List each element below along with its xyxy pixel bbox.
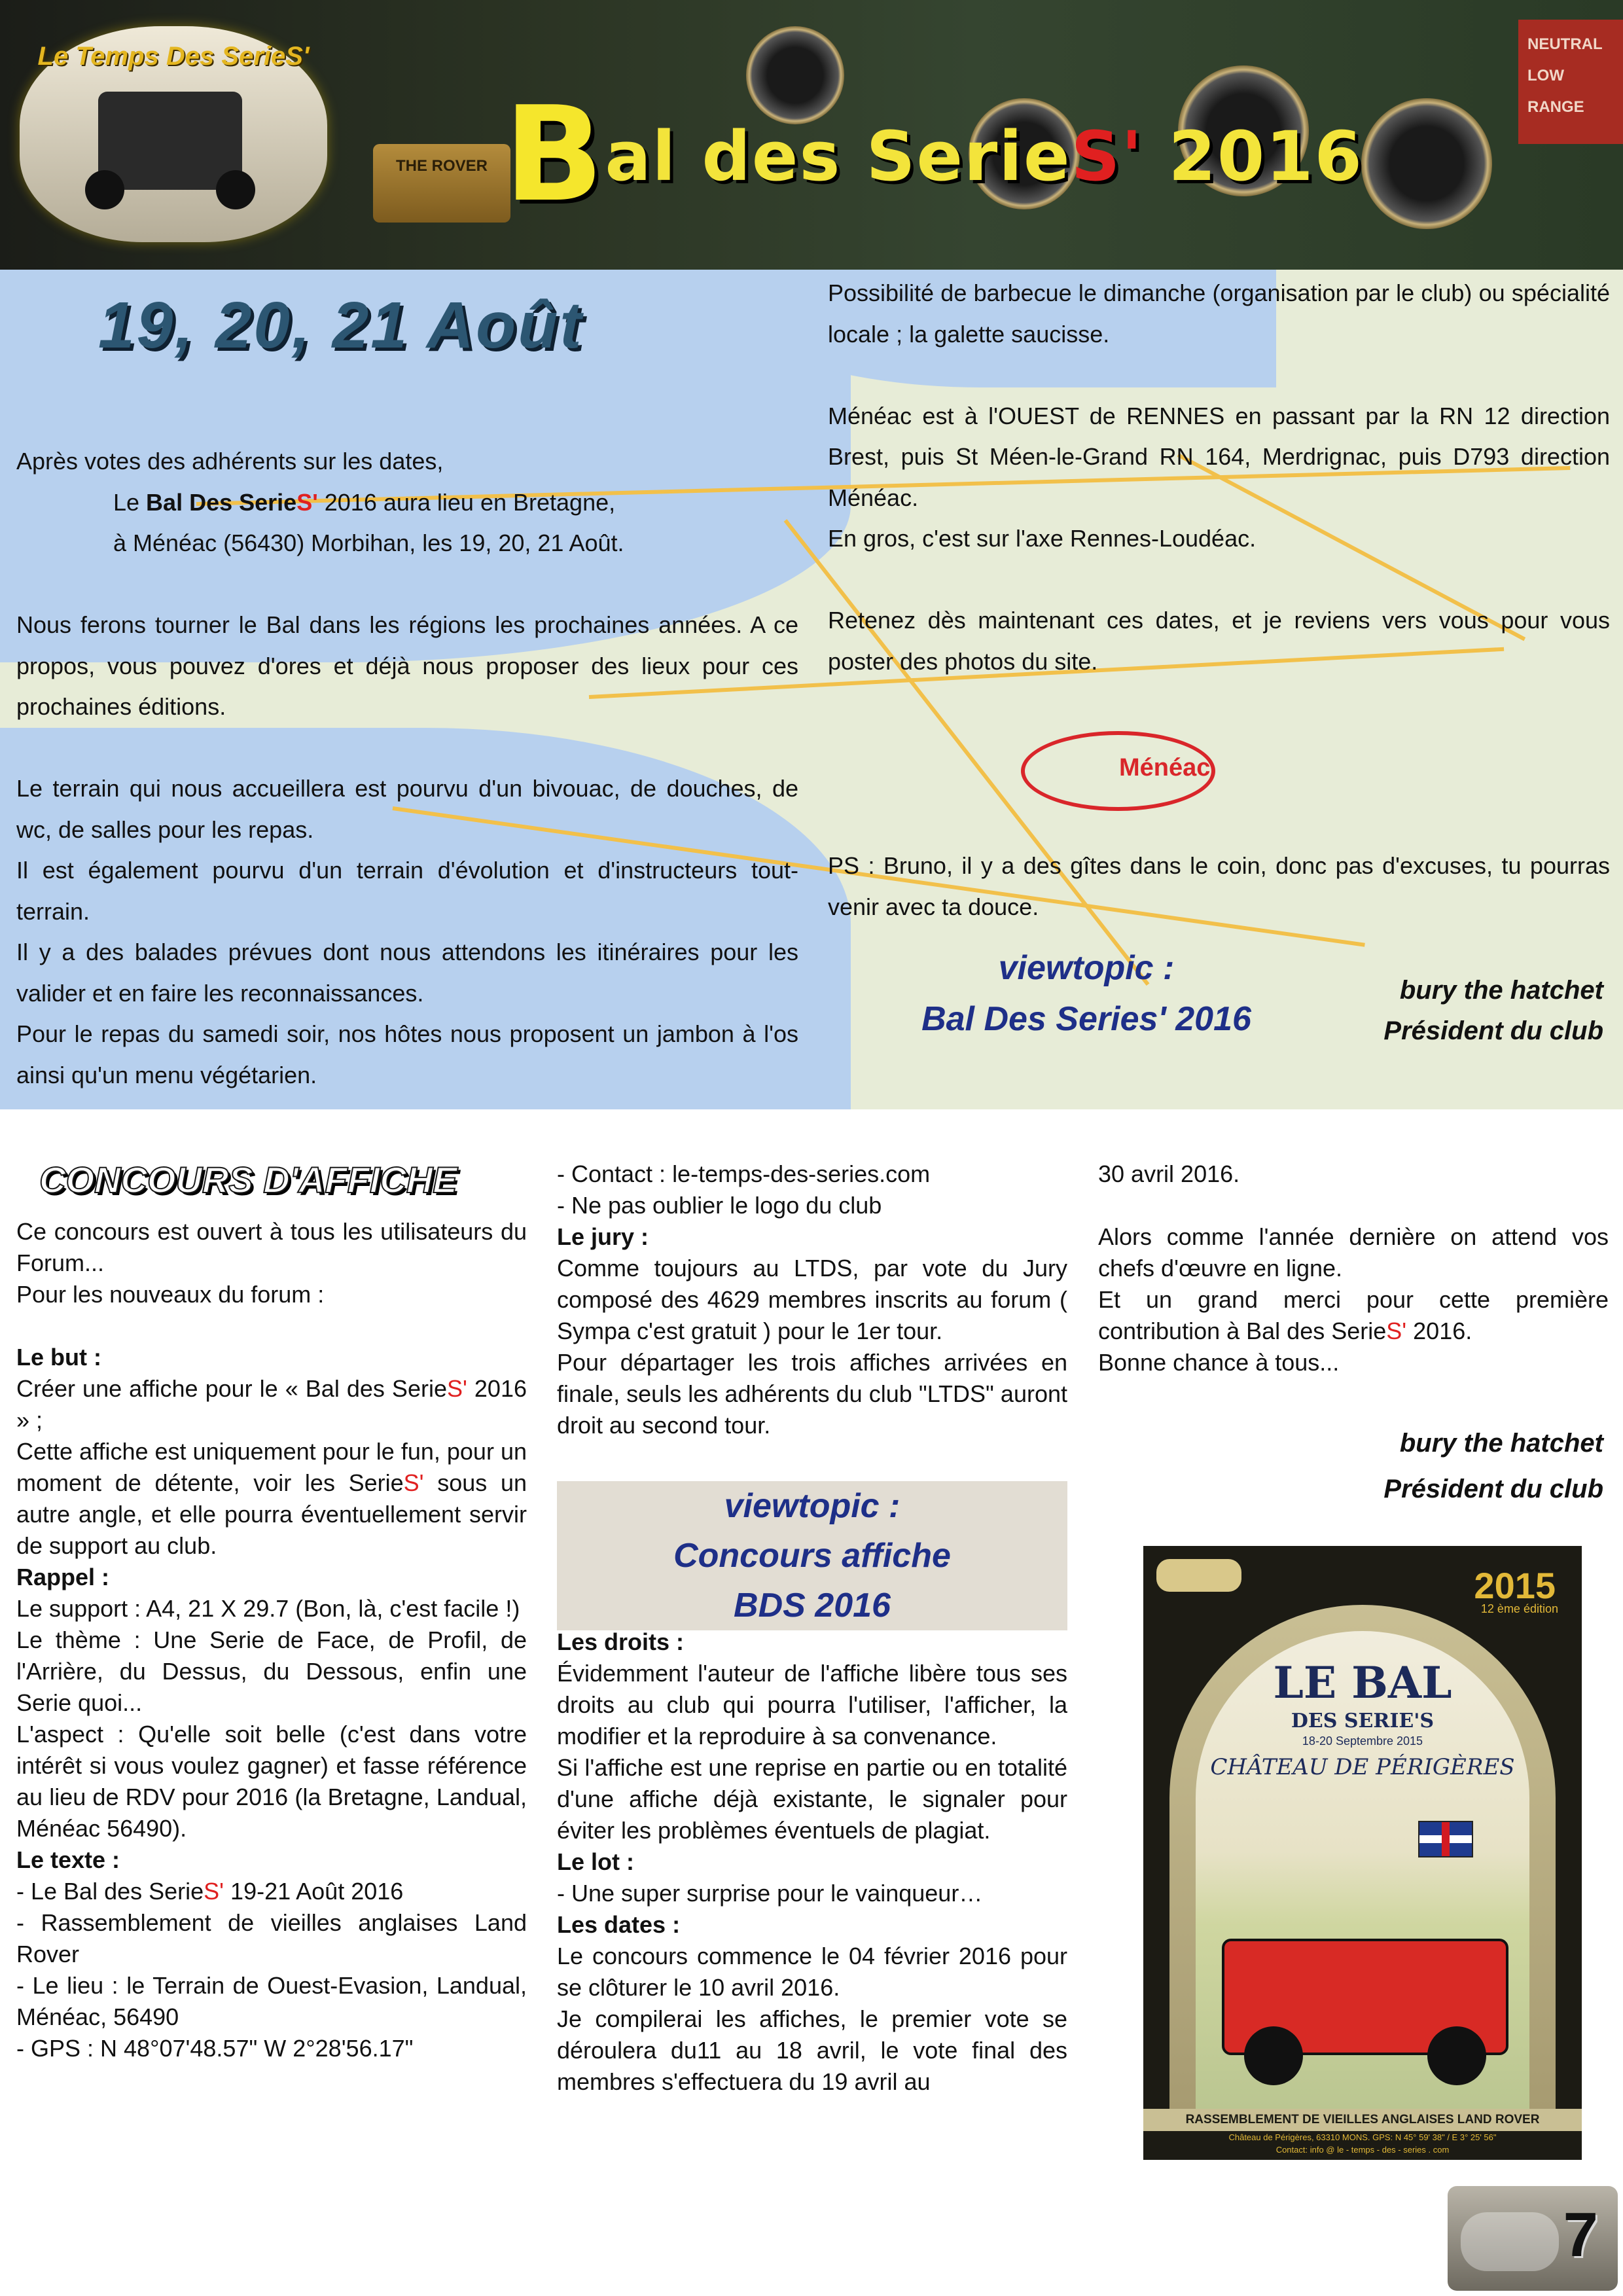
contact-line: - Contact : le-temps-des-series.com	[557, 1160, 931, 1187]
poster-2015-image	[1143, 1546, 1582, 2160]
poster-subtitle: DES SERIE'S	[1291, 1710, 1435, 1732]
map-right-text	[828, 273, 1610, 927]
poster-place: CHÂTEAU DE PÉRIGÈRES	[1210, 1754, 1515, 1780]
paragraph: Ménéac est à l'OUEST de RENNES en passant par la RN 12 direction Brest, puis St Méen-le-Grand RN 164, Merdrignac, puis D793 direction Ménéac.	[828, 402, 1610, 511]
gearbox-plate: NEUTRAL LOW RANGE	[1518, 20, 1623, 144]
meneac-map-label: Ménéac	[1119, 754, 1211, 781]
header-banner	[0, 0, 1623, 270]
poster-dates: 18-20 Septembre 2015	[1302, 1734, 1423, 1748]
rover-plate: THE ROVER	[373, 144, 510, 223]
viewtopic-concours-link[interactable]: viewtopic : Concours affiche BDS 2016	[557, 1481, 1067, 1630]
logo-text: Le Temps Des SerieS'	[37, 42, 310, 71]
poster-address: Château de Périgères, 63310 MONS. GPS: N 45° 59' 38" / E 3° 25' 56"	[1228, 2132, 1497, 2142]
union-jack-flag-icon	[1418, 1821, 1473, 1857]
intro-line: à Ménéac (56430) Morbihan, les 19, 20, 21 Août.	[113, 529, 624, 556]
paragraph: Retenez dès maintenant ces dates, et je reviens vers vous pour vous poster des photos du site.	[828, 607, 1610, 675]
signature: bury the hatchet Président du club	[1383, 1429, 1603, 1503]
club-logo	[20, 26, 327, 242]
concours-column-3: 30 avril 2016. Alors comme l'année dernière on attend vos chefs d'œuvre en ligne. Et un grand merci pour cette première contribution à Bal des SerieS' 2016. Bonne chance à tous...	[1098, 1160, 1609, 1376]
land-rover-truck-icon	[98, 92, 242, 190]
paragraph: Le terrain qui nous accueillera est pourvu d'un bivouac, de douches, de wc, de salles pour les repas.	[16, 775, 798, 843]
concours-title: CONCOURS D'AFFICHE	[39, 1159, 457, 1200]
poster-edition: 12 ème édition	[1480, 1602, 1558, 1615]
paragraph: Il y a des balades prévues dont nous attendons les itinéraires pour les valider et en faire les reconnaissances.	[16, 939, 798, 1007]
poster-bottom-banner: RASSEMBLEMENT DE VIEILLES ANGLAISES LAND ROVER	[1143, 2109, 1582, 2131]
map-left-text	[16, 441, 798, 1096]
page-title: Bal des SerieS' 2016	[504, 79, 1363, 231]
intro-line: Après votes des adhérents sur les dates,	[16, 448, 444, 475]
poster-year: 2015	[1474, 1565, 1556, 1606]
page-number-badge	[1448, 2186, 1618, 2291]
intro-line: Le Bal Des SerieS' 2016 aura lieu en Bretagne,	[113, 488, 616, 516]
event-dates-title: 19, 20, 21 Août	[98, 289, 584, 362]
paragraph: Nous ferons tourner le Bal dans les régions les prochaines années. A ce propos, vous pouvez d'ores et déjà nous proposer des lieux pour ces prochaines éditions.	[16, 611, 798, 720]
poster-contact: Contact: info @ le - temps - des - series . com	[1275, 2145, 1450, 2155]
page-number: 7	[1563, 2200, 1598, 2270]
paragraph: Possibilité de barbecue le dimanche (organisation par le club) ou spécialité locale ; la galette saucisse.	[828, 279, 1610, 348]
poster-title: LE BAL	[1273, 1657, 1452, 1708]
signature: bury the hatchet Président du club	[1383, 976, 1603, 1045]
paragraph: Il est également pourvu d'un terrain d'évolution et d'instructeurs tout-terrain.	[16, 857, 798, 925]
paragraph: PS : Bruno, il y a des gîtes dans le coin, donc pas d'excuses, tu pourras venir avec ta douce.	[828, 852, 1610, 920]
concours-column-2-top: - Contact : le-temps-des-series.com - Ne pas oublier le logo du club Le jury : Comme toujours au LTDS, par vote du Jury composé des 4629 membres inscrits au forum ( Sympa c'est gratuit ) pour le 1er tour. Pour départager les trois affiches arrivées en finale, seuls les adhérents du club "LTDS" auront droit au second tour.	[557, 1158, 1067, 1441]
viewtopic-bal-link[interactable]: viewtopic : Bal Des Series' 2016	[921, 949, 1251, 1038]
paragraph: En gros, c'est sur l'axe Rennes-Loudéac.	[828, 525, 1257, 552]
poster-logo	[1156, 1559, 1241, 1592]
club-logo-watermark	[1461, 2212, 1559, 2271]
paragraph: Pour le repas du samedi soir, nos hôtes nous proposent un jambon à l'os ainsi qu'un menu végétarien.	[16, 1020, 798, 1088]
concours-column-2-bottom: Les droits : Évidemment l'auteur de l'affiche libère tous ses droits au club qui pourra l'utiliser, l'afficher, la modifier et la reproduire à sa convenance. Si l'affiche est une reprise en partie ou en totalité d'une affiche déjà existante, le signaler pour éviter les problèmes éventuels de plagiat. Le lot : - Une super surprise pour le vainqueur… Les dates : Le concours commence le 04 février 2016 pour se clôturer le 10 avril 2016. Je compilerai les affiches, le premier vote se déroulera du11 au 18 avril, le vote final des membres s'effectuera du 19 avril au	[557, 1628, 1067, 2095]
dashboard-gauge-icon	[1361, 98, 1492, 229]
red-land-rover-icon	[1222, 1939, 1508, 2055]
concours-column-1: Ce concours est ouvert à tous les utilisateurs du Forum... Pour les nouveaux du forum : Le but : Créer une affiche pour le « Bal des SerieS' 2016 » ; Cette affiche est uniquement pour le fun, pour un moment de détente, voir les SerieS' sous un autre angle, et elle pourra éventuellement servir de support au club. Rappel : Le support : A4, 21 X 29.7 (Bon, là, c'est facile !) Le thème : Une Serie de Face, de Profil, de l'Arrière, du Dessus, du Dessous, enfin une Serie quoi... L'aspect : Qu'elle soit belle (c'est dans votre intérêt si vous voulez gagner) et fasse référence au lieu de RDV pour 2016 (la Bretagne, Landual, Ménéac 56490). Le texte : - Le Bal des SerieS' 19-21 Août 2016 - Rassemblement de vieilles anglaises Land Rover - Le lieu : le Terrain de Ouest-Evasion, Landual, Ménéac, 56490 - GPS : N 48°07'48.57" W 2°28'56.17"	[16, 1218, 527, 2062]
